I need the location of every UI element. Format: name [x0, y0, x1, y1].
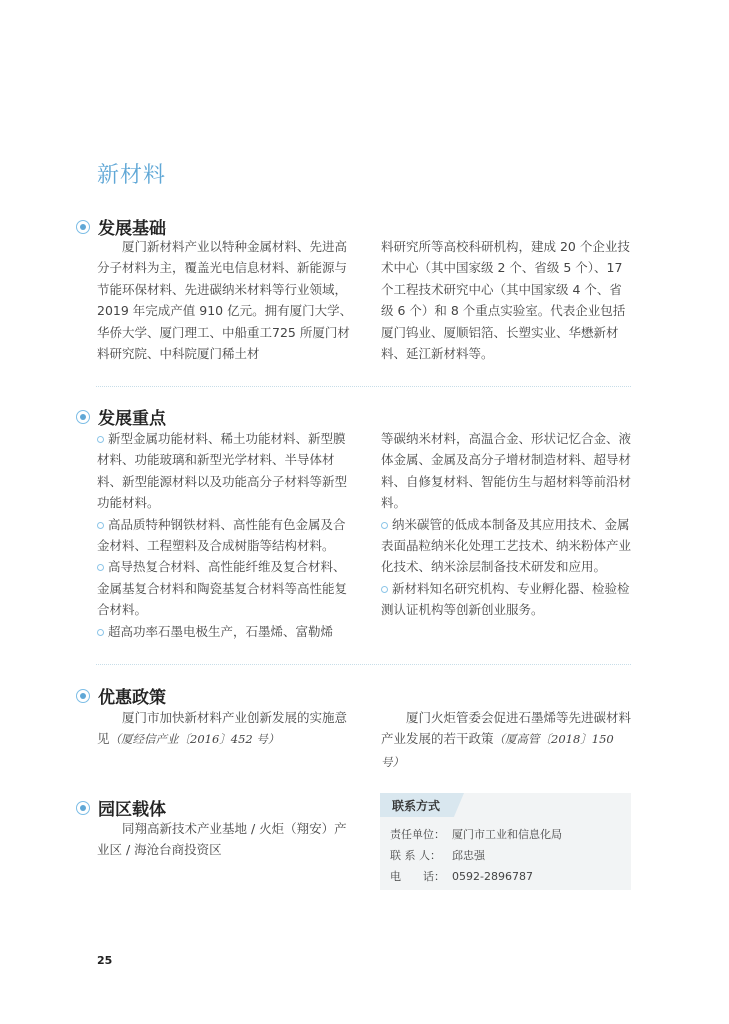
page-number: 25: [97, 954, 113, 967]
policy-left: 厦门市加快新材料产业创新发展的实施意见（厦经信产业〔2016〕452 号）: [97, 710, 348, 747]
contact-box: [380, 793, 631, 890]
circle-bullet-icon: [381, 586, 388, 593]
circle-bullet-icon: [76, 410, 90, 424]
circle-bullet-icon: [97, 522, 104, 529]
focus-left-column: [97, 428, 355, 642]
list-item: 新型金属功能材料、稀土功能材料、新型膜材料、功能玻璃和新型光学材料、半导体材料、新型能源材料以及功能高分子材料等新型功能材料。: [97, 431, 348, 511]
circle-bullet-icon: [97, 564, 104, 571]
list-item: 纳米碳管的低成本制备及其应用技术、金属表面晶粒纳米化处理工艺技术、纳米粉体产业化技术、纳米涂层制备技术研发和应用。: [381, 516, 632, 575]
focus-right-column: [381, 428, 633, 621]
policy-doc-number: （厦经信产业〔2016〕452 号）: [109, 732, 280, 747]
circle-bullet-icon: [381, 522, 388, 529]
section-header-focus: [76, 404, 166, 429]
contact-person-row: 联 系 人： 邱忠强: [390, 849, 485, 862]
section-title: 优惠政策: [98, 688, 166, 708]
policy-doc-number: （厦高管〔2018〕150 号）: [381, 732, 614, 769]
policy-right: 厦门火炬管委会促进石墨烯等先进碳材料产业发展的若干政策（厦高管〔2018〕150 号）: [381, 710, 632, 769]
contact-title: 联系方式: [392, 799, 441, 813]
section-title: 发展重点: [98, 409, 166, 429]
circle-bullet-icon: [97, 436, 104, 443]
circle-bullet-icon: [76, 801, 90, 815]
list-item: 高品质特种钢铁材料、高性能有色金属及合金材料、工程塑料及合成树脂等结构材料。: [97, 516, 346, 554]
circle-bullet-icon: [76, 689, 90, 703]
contact-phone-row: 电 话： 0592-2896787: [390, 870, 533, 883]
list-item: 新材料知名研究机构、专业孵化器、检验检测认证机构等创新创业服务。: [381, 580, 630, 618]
contact-unit-row: 责任单位： 厦门市工业和信息化局: [390, 828, 562, 841]
page-title: 新材料: [97, 163, 167, 188]
section-title: 发展基础: [98, 219, 166, 239]
focus-right-lead: 等碳纳米材料，高温合金、形状记忆合金、液体金属、金属及高分子增材制造材料、超导材料、自修复材料、智能仿生与超材料等前沿材料。: [381, 431, 632, 511]
list-item: 超高功率石墨电极生产，石墨烯、富勒烯: [97, 621, 355, 642]
section-header-policy: [76, 683, 166, 708]
circle-bullet-icon: [76, 220, 90, 234]
section-header-park: [76, 795, 166, 820]
circle-bullet-icon: [97, 629, 104, 636]
basis-left-text: 厦门新材料产业以特种金属材料、先进高分子材料为主，覆盖光电信息材料、新能源与节能环保材料、先进碳纳米材料等行业领域，2019 年完成产值 910 亿元。拥有厦门大学、华侨大学、厦门理工、中船重工725 所厦门材料研究院、中科院厦门稀土材: [97, 239, 353, 362]
section-divider: [96, 386, 631, 387]
section-divider: [96, 664, 631, 665]
park-text: 同翔高新技术产业基地 / 火炬（翔安）产业区 / 海沧台商投资区: [97, 821, 347, 858]
list-item: 高导热复合材料、高性能纤维及复合材料、金属基复合材料和陶瓷基复合材料等高性能复合材料。: [97, 559, 348, 618]
section-title: 园区载体: [98, 800, 166, 820]
basis-right-text: 料研究所等高校科研机构，建成 20 个企业技术中心（其中国家级 2 个、省级 5 个）、17 个工程技术研究中心（其中国家级 4 个、省级 6 个）和 8 个重点实验室。代表企业包括厦门钨业、厦顺铝箔、长塑实业、华懋新材料、延江新材料等。: [381, 239, 630, 362]
